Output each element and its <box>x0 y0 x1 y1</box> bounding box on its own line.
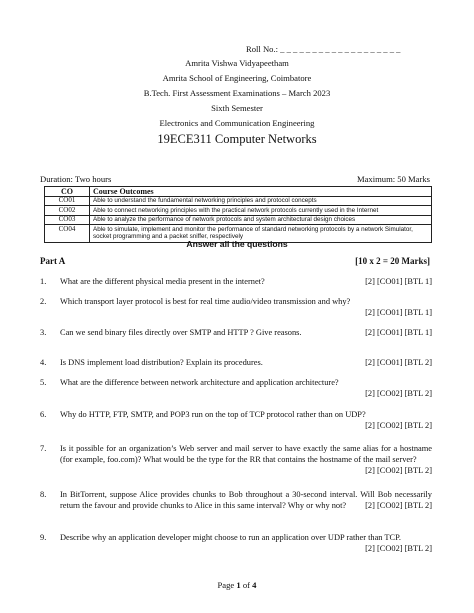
university-name: Amrita Vishwa Vidyapeetham <box>185 58 289 68</box>
column-header-co: CO <box>45 187 90 197</box>
school-name: Amrita School of Engineering, Coimbatore <box>162 73 312 83</box>
co-text: Able to connect networking principles with the practical network protocols currently used in the Internet <box>90 206 432 216</box>
question-tag: [2] [CO02] [BTL 2] <box>365 421 432 430</box>
table-row <box>45 196 432 206</box>
co-code: CO03 <box>45 215 90 225</box>
maximum-marks: Maximum: 50 Marks <box>356 174 430 184</box>
question-number: 7. <box>40 444 47 453</box>
question-text: Which transport layer protocol is best for real time audio/video transmission and why? <box>60 297 351 306</box>
column-header-outcomes: Course Outcomes <box>90 187 432 197</box>
table-row <box>45 215 432 225</box>
page-footer <box>0 580 474 590</box>
question-text: What are the difference between network architecture and application architecture? <box>60 378 339 387</box>
question-number: 1. <box>40 277 47 286</box>
department: Electronics and Communication Engineering <box>159 118 315 128</box>
question-number: 8. <box>40 490 47 499</box>
question-tag: [2] [CO01] [BTL 1] <box>365 328 432 337</box>
question-tag: [2] [CO02] [BTL 2] <box>365 544 432 553</box>
footer-middle: of <box>240 580 253 590</box>
course-title: 19ECE311 Computer Networks <box>157 132 317 146</box>
co-code: CO04 <box>45 225 90 242</box>
total-pages: 4 <box>252 580 257 590</box>
question-tag: [2] [CO02] [BTL 2] <box>365 466 432 475</box>
question-text: What are the different physical media present in the internet? <box>60 277 265 286</box>
question-text: Is it possible for an organization’s Web server and mail server to have exactly the same alias for a hostname (for example, foo.com)? What would be the type for the RR that contains the hostname of the mail server? <box>60 444 432 464</box>
question-tag: [2] [CO01] [BTL 1] <box>365 277 432 286</box>
question-number: 5. <box>40 378 47 387</box>
part-a-marks: [10 x 2 = 20 Marks] <box>355 256 430 266</box>
question-tag: [2] [CO02] [BTL 2] <box>365 389 432 398</box>
co-code: CO01 <box>45 196 90 206</box>
course-outcomes-table <box>44 186 432 243</box>
question-number: 3. <box>40 328 47 337</box>
question-text: In BitTorrent, suppose Alice provides chunks to Bob throughout a 30-second interval. Will Bob necessarily return the favour and provide chunks to Alice in this same interval? Why or why not? <box>60 490 432 510</box>
question-tag: [2] [CO01] [BTL 1] <box>365 308 432 317</box>
question-number: 9. <box>40 533 47 542</box>
question-number: 2. <box>40 297 47 306</box>
footer-prefix: Page <box>217 580 237 590</box>
question-text: Can we send binary files directly over SMTP and HTTP ? Give reasons. <box>60 328 302 337</box>
current-page: 1 <box>236 580 241 590</box>
part-a-label: Part A <box>40 256 66 266</box>
co-text: Able to analyze the performance of network protocols and system architectural design choices <box>90 215 432 225</box>
instructions: Answer all the questions <box>186 239 288 249</box>
exam-name: B.Tech. First Assessment Examinations – March 2023 <box>143 88 331 98</box>
question-text: Is DNS implement load distribution? Explain its procedures. <box>60 358 263 367</box>
question-text: Describe why an application developer might choose to run an application over UDP rather than TCP. <box>60 533 401 542</box>
co-text: Able to simulate, implement and monitor the performance of standard networking protocols by a network Simulator, socket programming and a packet sniffer, respectively <box>90 225 432 242</box>
duration: Duration: Two hours <box>40 174 112 184</box>
co-text: Able to understand the fundamental networking principles and protocol concepts <box>90 196 432 206</box>
question-tag: [2] [CO02] [BTL 2] <box>365 501 432 510</box>
question-text: Why do HTTP, FTP, SMTP, and POP3 run on the top of TCP protocol rather than on UDP? <box>60 410 366 419</box>
question-tag: [2] [CO01] [BTL 2] <box>365 358 432 367</box>
table-header-row <box>45 187 432 197</box>
co-code: CO02 <box>45 206 90 216</box>
table-row <box>45 206 432 216</box>
question-number: 6. <box>40 410 47 419</box>
roll-number-field: Roll No.: _ _ _ _ _ _ _ _ _ _ _ _ _ _ _ _ _ _ _ <box>246 44 401 54</box>
semester: Sixth Semester <box>211 103 263 113</box>
question-number: 4. <box>40 358 47 367</box>
